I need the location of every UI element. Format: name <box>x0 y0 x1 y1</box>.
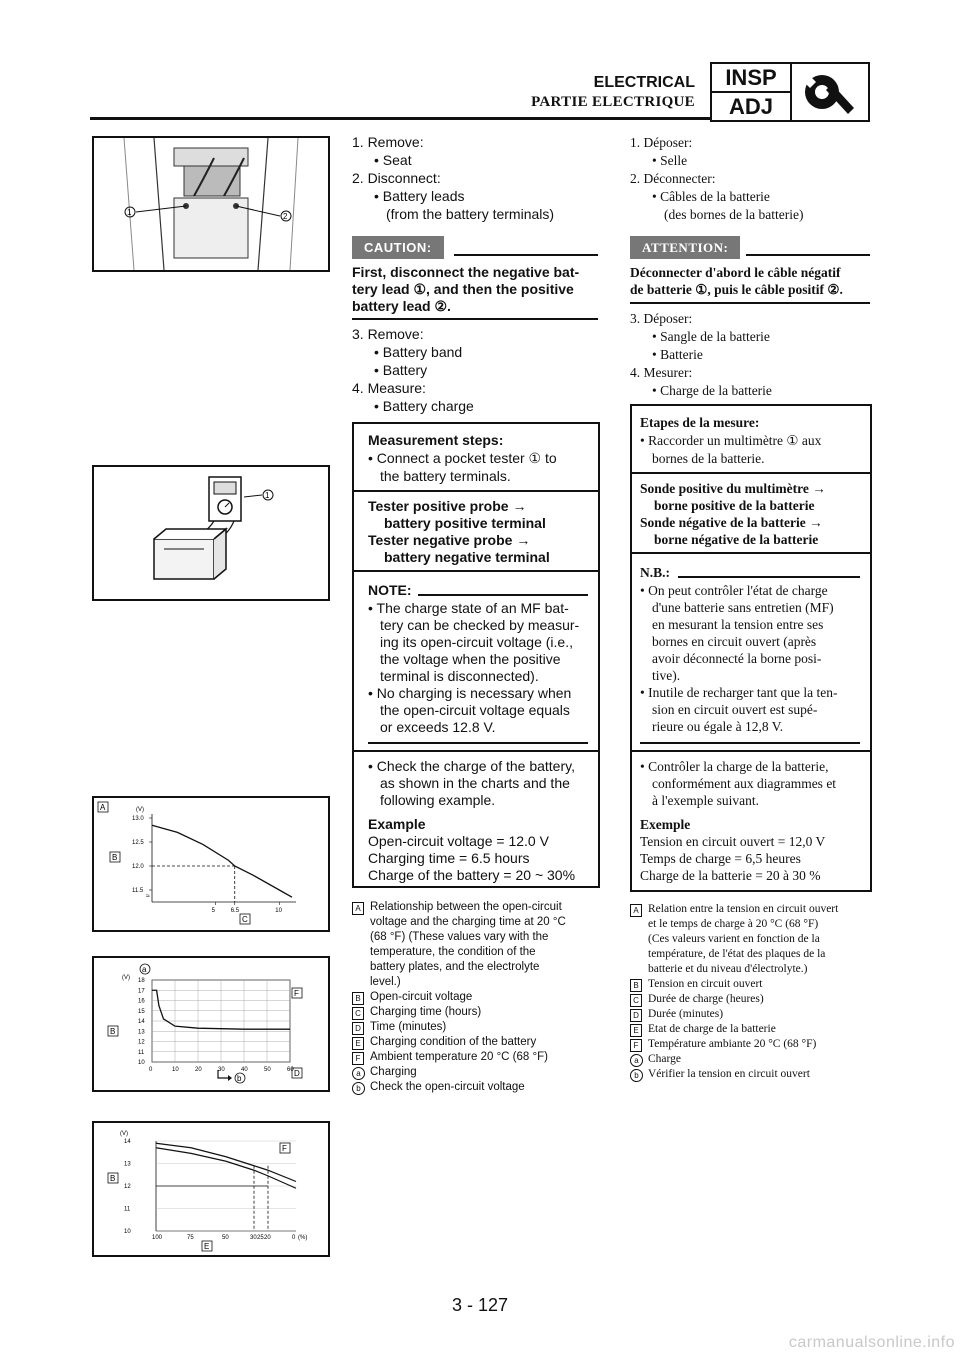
en-caption-a-line-5: battery plates, and the electrolyte <box>370 961 540 973</box>
en-box4-line-2: as shown in the charts and the <box>380 775 570 791</box>
chart-c-xtick-label: 75 <box>187 1235 194 1241</box>
chart-b-ytick-label: 14 <box>138 1019 145 1025</box>
figure-chart-a <box>92 796 330 932</box>
en-note-line-8: or exceeds 12.8 V. <box>380 719 496 735</box>
caption-letter-c: C <box>352 1007 364 1020</box>
caution-line-1-fr: Déconnecter d'abord le câble négatif <box>630 265 841 280</box>
fr-example-line-3: Charge de la batterie = 20 à 30 % <box>640 868 821 883</box>
fr-caption-a-line-1: Relation entre la tension en circuit ouvert <box>648 903 839 915</box>
en-caption-c-text: Charging time (hours) <box>370 1006 482 1018</box>
chart-a-ytick-label: 11.5 <box>132 888 144 894</box>
caution-rule-bottom-fr <box>630 302 870 304</box>
fr-caption-a-line-4: température, de l'état des plaques de la <box>648 948 826 960</box>
chart-a-xtick-label: 10 <box>275 908 282 914</box>
figure-seat-battery-leads <box>92 136 330 272</box>
en-note-line-6: • No charging is necessary when <box>368 685 572 701</box>
fr-box4-line-3: à l'exemple suivant. <box>652 793 760 808</box>
fr-box4-line-1: • Contrôler la charge de la batterie, <box>640 759 829 774</box>
caution-line-2-en: tery lead ①, and then the positive <box>352 281 574 297</box>
fr-caption-circle-a: a <box>630 1054 643 1067</box>
fr-note-line-5: avoir déconnecté la borne posi- <box>652 651 822 666</box>
en-caption-ca <box>352 1065 602 1080</box>
fr-caption-e <box>630 1022 874 1037</box>
en-step-3-item-2: • Battery <box>374 362 428 378</box>
fr-note-line-9: rieure ou égale à 12,8 V. <box>652 719 784 734</box>
fr-box1-line-2: bornes de la batterie. <box>652 451 765 466</box>
en-box1-line-1: • Connect a pocket tester ① to <box>368 450 557 466</box>
chart-b-x-tag: D <box>294 1069 300 1078</box>
en-box4-line-3: following example. <box>380 792 496 808</box>
page-number: 3 - 127 <box>451 1295 509 1315</box>
en-caption-f-text: Ambient temperature 20 °C (68 °F) <box>370 1051 548 1063</box>
fr-step-4-item: • Charge de la batterie <box>652 383 772 398</box>
en-caption-b <box>352 990 602 1005</box>
en-step-2-item: • Battery leads <box>374 188 465 204</box>
chart-a-tag: A <box>100 803 106 812</box>
fr-caption-c-text: Durée de charge (heures) <box>648 993 764 1005</box>
fr-caption-a-line-2: et le temps de charge à 20 °C (68 °F) <box>648 918 819 930</box>
chart-c-xtick-label: 100 <box>152 1235 163 1241</box>
chart-a-axis-tag: B <box>112 853 118 862</box>
fr-step-4: 4. Mesurer: <box>630 365 693 380</box>
fr-note-line-1: • On peut contrôler l'état de charge <box>640 583 828 598</box>
caution-rule-top-fr <box>746 254 870 256</box>
fr-caption-ca-text: Charge <box>648 1053 682 1065</box>
fr-caption-letter-a: A <box>630 904 642 917</box>
en-caption-a-line-2: voltage and the charging time at 20 °C <box>370 916 566 928</box>
fr-caption-d-text: Durée (minutes) <box>648 1008 724 1020</box>
fr-caption-cb-text: Vérifier la tension en circuit ouvert <box>648 1068 810 1080</box>
en-example-title: Example <box>368 816 426 832</box>
chart-a-xtick-label: 6.5 <box>230 908 240 914</box>
en-caption-e <box>352 1035 602 1050</box>
fr-caption-d <box>630 1007 874 1022</box>
chart-c-temp-tag: F <box>282 1144 287 1153</box>
fr-note-label: N.B.: <box>640 565 670 580</box>
en-box1-title: Measurement steps: <box>368 432 504 448</box>
en-step-3: 3. Remove: <box>352 326 424 342</box>
seat-label-2: 2 <box>283 212 288 221</box>
fr-caption-letter-d: D <box>630 1009 642 1022</box>
chart-c-xtick-label: 25 <box>257 1235 264 1241</box>
fr-caption-f-text: Température ambiante 20 °C (68 °F) <box>648 1038 817 1050</box>
fr-note-line-7: • Inutile de recharger tant que la ten- <box>640 685 838 700</box>
fr-box4-line-2: conformément aux diagrammes et <box>652 776 837 791</box>
en-example-line-1: Open-circuit voltage = 12.0 V <box>368 833 549 849</box>
chart-b-ytick-label: 11 <box>138 1049 145 1056</box>
en-caption-a <box>352 900 602 990</box>
caution-line-1-en: First, disconnect the negative bat- <box>352 264 580 280</box>
en-caption-a-line-6: level.) <box>370 976 401 988</box>
fr-note-line-2: d'une batterie sans entretien (MF) <box>652 600 834 615</box>
caption-letter-e: E <box>352 1037 364 1050</box>
fr-box2-line-2: borne positive de la batterie <box>654 498 815 513</box>
en-note-line-7: the open-circuit voltage equals <box>380 702 570 718</box>
fr-caption-f <box>630 1037 874 1052</box>
chart-c-axis-tag: B <box>110 1174 116 1183</box>
caution-rule-bottom-en <box>352 318 598 320</box>
fr-note-line-3: en mesurant la tension entre ses <box>652 617 824 632</box>
french-column <box>630 134 874 1119</box>
fr-caption-a <box>630 902 874 977</box>
en-step-1: 1. Remove: <box>352 134 424 150</box>
caution-line-2-fr: de batterie ①, puis le câble positif ②. <box>630 282 843 297</box>
chart-c-xtick-label: 20 <box>264 1235 271 1241</box>
fr-note-rule-bottom <box>640 742 860 744</box>
figure-chart-b <box>92 956 330 1092</box>
chart-c-ytick-label: 14 <box>124 1139 131 1145</box>
en-step-2: 2. Disconnect: <box>352 170 441 186</box>
chart-b-ytick-label: 10 <box>138 1060 145 1066</box>
fr-caption-ca <box>630 1052 874 1067</box>
en-box2-line-4: battery negative terminal <box>384 549 550 565</box>
en-caption-ca-text: Charging <box>370 1066 417 1078</box>
chart-b-tag-b: b <box>237 1074 242 1083</box>
caption-letter-d: D <box>352 1022 364 1035</box>
fr-caption-a-line-3: (Ces valeurs varient en fonction de la <box>648 933 820 945</box>
chart-a-ytick-label: 12.0 <box>132 864 144 870</box>
fr-caption-circle-b: b <box>630 1069 643 1082</box>
chart-b-xtick-label: 40 <box>241 1067 248 1073</box>
tester-label-1: 1 <box>265 491 270 500</box>
en-note-line-1: • The charge state of an MF bat- <box>368 600 569 616</box>
en-note-line-5: terminal is disconnected). <box>380 668 539 684</box>
en-caption-e-text: Charging condition of the battery <box>370 1036 537 1048</box>
fr-caption-e-text: Etat de charge de la batterie <box>648 1023 776 1035</box>
caption-letter-b: B <box>352 992 364 1005</box>
fr-step-3-item-1: • Sangle de la batterie <box>652 329 770 344</box>
fr-caption-b-text: Tension en circuit ouvert <box>648 978 763 990</box>
chart-b-xtick-label: 30 <box>218 1067 225 1073</box>
badge-insp: INSP <box>712 64 790 93</box>
fr-caption-letter-c: C <box>630 994 642 1007</box>
en-box2-line-1: Tester positive probe → <box>368 498 527 514</box>
figure-pocket-tester <box>92 465 330 601</box>
chart-a-ytick-label: 13.0 <box>132 816 144 822</box>
chart-c-xtick-label: (%) <box>298 1235 308 1241</box>
en-note-rule-bottom <box>368 742 588 744</box>
chart-b-unit: (V) <box>122 975 130 981</box>
chart-b-ytick-label: 16 <box>138 998 145 1005</box>
chart-c-series-lower <box>156 1148 296 1189</box>
en-caption-cb-text: Check the open-circuit voltage <box>370 1081 525 1093</box>
fr-caption-b <box>630 977 874 992</box>
caption-letter-a: A <box>352 902 364 915</box>
en-note-rule <box>418 594 588 596</box>
fr-box2-line-3: Sonde négative de la batterie → <box>640 515 823 530</box>
en-caption-d-text: Time (minutes) <box>370 1021 447 1033</box>
caption-letter-f: F <box>352 1052 364 1065</box>
chart-b-xtick-label: 10 <box>172 1067 179 1073</box>
en-example-line-2: Charging time = 6.5 hours <box>368 850 530 866</box>
chart-c-unit: (V) <box>120 1131 128 1137</box>
chart-a-axis-break: ≈ <box>146 893 150 900</box>
chart-c-ytick-label: 11 <box>124 1206 131 1213</box>
fr-caption-c <box>630 992 874 1007</box>
fr-note-line-8: sion en circuit ouvert est supé- <box>652 702 818 717</box>
fr-box1-line-1: • Raccorder un multimètre ① aux <box>640 433 822 448</box>
fr-caption-letter-f: F <box>630 1039 642 1052</box>
caption-circle-a: a <box>352 1067 365 1080</box>
en-box2-line-3: Tester negative probe → <box>368 532 531 548</box>
fr-step-2-item: • Câbles de la batterie <box>652 189 770 204</box>
fr-captions <box>630 902 874 1082</box>
en-captions <box>352 900 602 1095</box>
en-caption-cb <box>352 1080 602 1095</box>
en-caption-a-line-4: temperature, the condition of the <box>370 946 536 958</box>
en-caption-c <box>352 1005 602 1020</box>
chart-b-ytick-label: 12 <box>138 1039 145 1046</box>
chart-b-axis-tag: B <box>110 1027 116 1036</box>
chart-b-xtick-label: 60 <box>287 1067 294 1073</box>
fr-step-1-item: • Selle <box>652 153 688 168</box>
fr-caption-a-line-5: batterie et du niveau d'électrolyte.) <box>648 963 808 975</box>
en-caption-a-line-1: Relationship between the open-circuit <box>370 901 562 913</box>
chart-c-ytick-label: 12 <box>124 1184 131 1190</box>
chart-c-series-upper <box>156 1143 296 1181</box>
fr-box1-title: Etapes de la mesure: <box>640 415 760 430</box>
en-note-line-3: ing its open-circuit voltage (i.e., <box>380 634 573 650</box>
en-caption-a-line-3: (68 °F) (These values vary with the <box>370 931 549 943</box>
chart-b-ytick-label: 13 <box>138 1029 145 1036</box>
section-title-fr: PARTIE ELECTRIQUE <box>531 94 695 110</box>
fr-note-rule <box>678 576 860 578</box>
chart-b-xtick-label: 0 <box>149 1067 153 1073</box>
fr-box-divider-2 <box>632 552 870 554</box>
caption-circle-b: b <box>352 1082 365 1095</box>
chart-c-xtick-label: 50 <box>222 1235 229 1241</box>
chart-a-ytick-label: 12.5 <box>132 840 144 846</box>
english-column <box>352 134 602 1119</box>
en-caption-f <box>352 1050 602 1065</box>
en-caption-d <box>352 1020 602 1035</box>
en-box-divider-1 <box>354 490 598 492</box>
fr-step-1: 1. Déposer: <box>630 135 693 150</box>
section-title-en: ELECTRICAL <box>593 74 695 91</box>
fr-caption-letter-b: B <box>630 979 642 992</box>
caution-rule-top-en <box>454 254 598 256</box>
en-box-divider-2 <box>354 570 598 572</box>
badge-adj: ADJ <box>728 94 773 119</box>
en-step-3-item-1: • Battery band <box>374 344 463 360</box>
en-note-line-4: the voltage when the positive <box>380 651 561 667</box>
en-box2-line-2: battery positive terminal <box>384 515 546 531</box>
fr-caption-letter-e: E <box>630 1024 642 1037</box>
en-note-label: NOTE: <box>368 582 412 598</box>
en-step-2-detail: (from the battery terminals) <box>386 206 555 222</box>
fr-note-line-6: tive). <box>652 668 681 683</box>
fr-measurement-box <box>630 404 872 892</box>
chart-c-ytick-label: 10 <box>124 1229 131 1235</box>
fr-example-title: Exemple <box>640 817 691 832</box>
fr-step-3: 3. Déposer: <box>630 311 693 326</box>
en-box4-line-1: • Check the charge of the battery, <box>368 758 575 774</box>
chart-a-series-line <box>152 825 292 897</box>
insp-adj-badge <box>710 62 792 122</box>
chart-c-ytick-label: 13 <box>124 1161 131 1168</box>
caution-tag-en: CAUTION: <box>352 236 444 259</box>
chart-b-ytick-label: 17 <box>138 988 145 995</box>
chart-c-x-tag: E <box>204 1242 210 1251</box>
en-caption-b-text: Open-circuit voltage <box>370 991 473 1003</box>
chart-b-temp-tag: F <box>294 989 299 998</box>
en-step-1-item: • Seat <box>374 152 412 168</box>
fr-step-2-detail: (des bornes de la batterie) <box>664 207 804 222</box>
watermark: carmanualsonline.info <box>788 1334 955 1351</box>
caution-line-3-en: battery lead ②. <box>352 298 451 314</box>
fr-box-divider-1 <box>632 472 870 474</box>
en-note-line-2: tery can be checked by measur- <box>380 617 580 633</box>
caution-tag-fr: ATTENTION: <box>630 236 740 259</box>
en-measurement-box <box>352 422 600 888</box>
page-header <box>0 0 960 130</box>
fr-box-divider-3 <box>632 750 870 752</box>
fr-example-line-1: Tension en circuit ouvert = 12,0 V <box>640 834 826 849</box>
fr-step-2: 2. Déconnecter: <box>630 171 716 186</box>
chart-b-ytick-label: 18 <box>138 978 145 984</box>
fr-note-line-4: bornes en circuit ouvert (après <box>652 634 817 649</box>
chart-a-x-tag: C <box>242 915 248 924</box>
en-example-line-3: Charge of the battery = 20 ~ 30% <box>368 867 576 883</box>
fr-box2-line-4: borne négative de la batterie <box>654 532 819 547</box>
chart-b-xtick-label: 50 <box>264 1067 271 1073</box>
chart-a-unit: (V) <box>136 807 144 813</box>
chart-b-xtick-label: 20 <box>195 1067 202 1073</box>
en-step-4-item: • Battery charge <box>374 398 474 414</box>
chart-c-xtick-label: 30 <box>250 1235 257 1241</box>
en-box-divider-3 <box>354 750 598 752</box>
chart-b-arrow-head <box>228 1075 232 1081</box>
fr-caption-cb <box>630 1067 874 1082</box>
chart-a-xtick-label: 5 <box>211 908 215 914</box>
seat-label-1: 1 <box>127 208 132 217</box>
chart-c-xtick-label: 0 <box>292 1235 296 1241</box>
chart-b-ytick-label: 15 <box>138 1008 145 1015</box>
fr-example-line-2: Temps de charge = 6,5 heures <box>640 851 801 866</box>
chart-b-tag-a: a <box>142 965 147 974</box>
wrench-icon <box>790 62 870 122</box>
fr-box2-line-1: Sonde positive du multimètre → <box>640 481 826 496</box>
figure-chart-c <box>92 1121 330 1257</box>
fr-step-3-item-2: • Batterie <box>652 347 703 362</box>
en-step-4: 4. Measure: <box>352 380 426 396</box>
en-box1-line-2: the battery terminals. <box>380 468 511 484</box>
